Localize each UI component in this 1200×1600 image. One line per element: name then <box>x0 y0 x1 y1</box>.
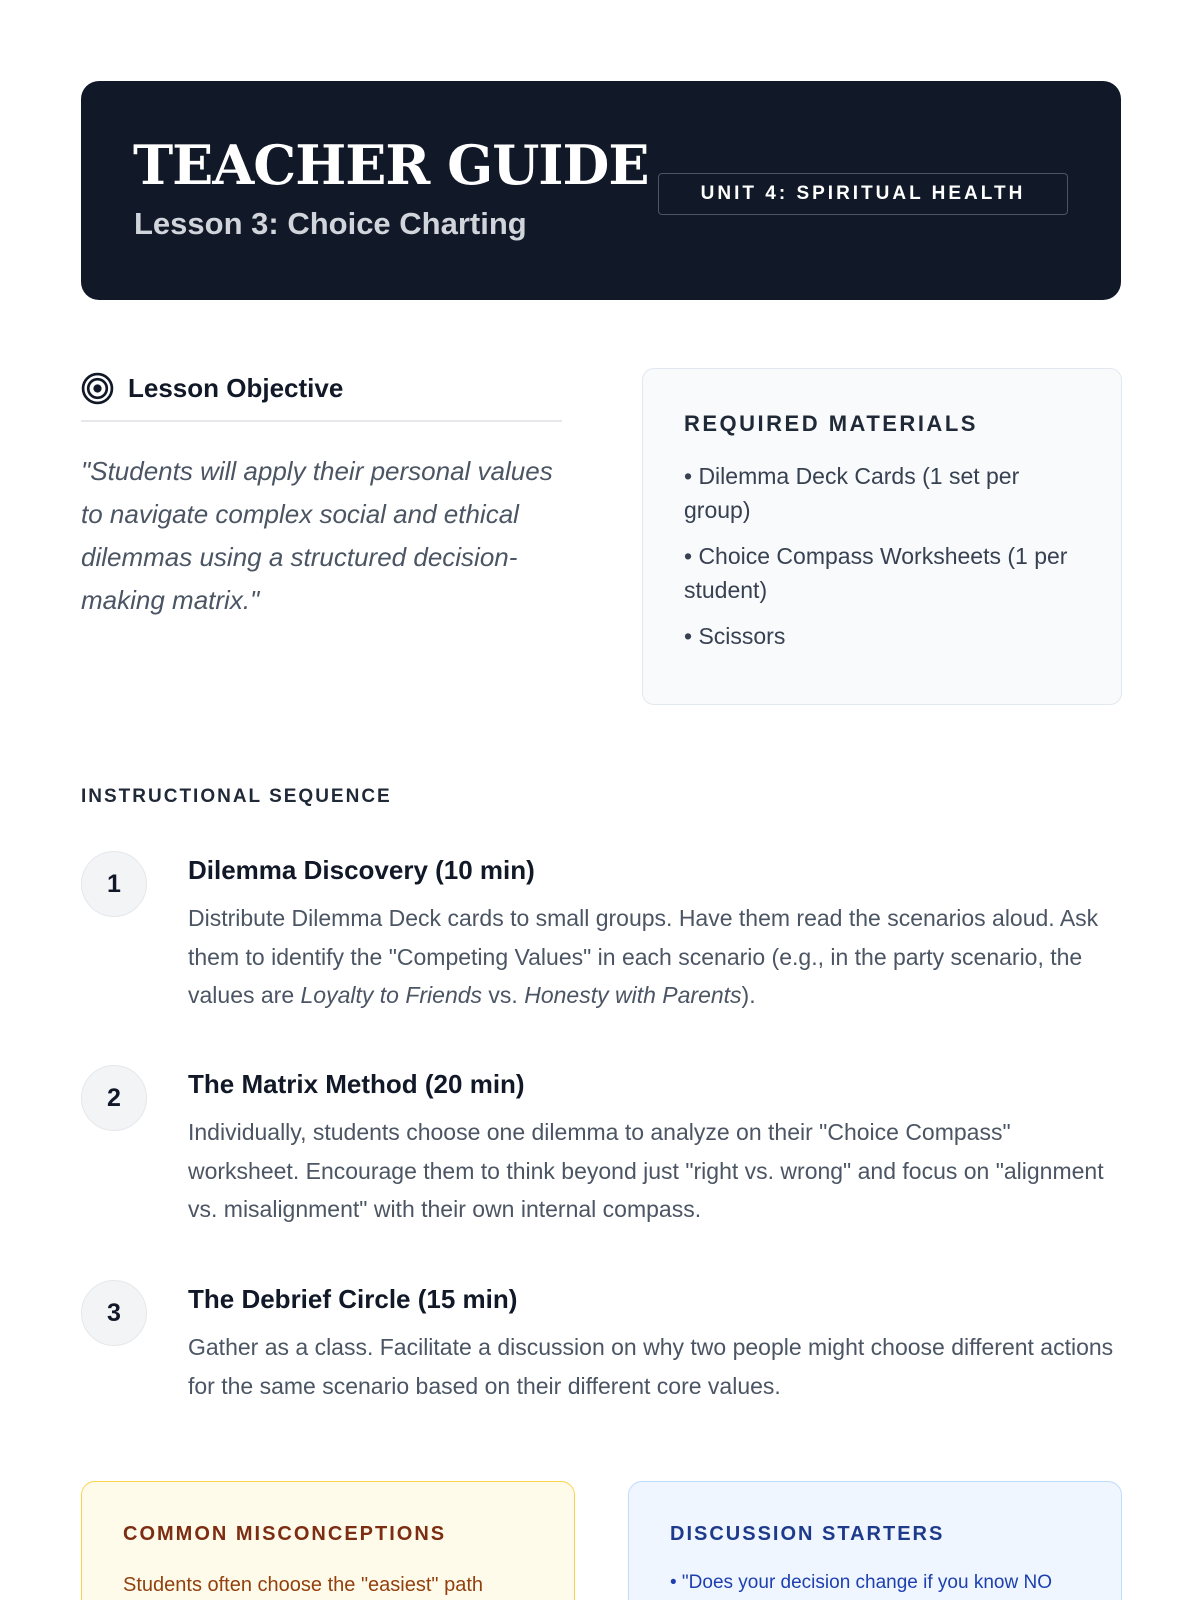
objective-header <box>81 369 562 422</box>
header-banner <box>81 81 1121 300</box>
step-description: Gather as a class. Facilitate a discussion on why two people might choose different actions for the same scenario based on their different core values. <box>188 1334 1114 1399</box>
step-text-emphasis: Loyalty to Friends <box>300 982 483 1008</box>
step-description: Individually, students choose one dilemma to analyze on their "Choice Compass" worksheet. Encourage them to think beyond just "right vs. wrong" and focus on "alignment vs. misalignment" with their own internal compass. <box>188 1119 1104 1222</box>
step-number-badge: 2 <box>81 1065 147 1131</box>
step-text-part: vs. <box>482 982 525 1008</box>
step-description <box>188 899 1128 1015</box>
step-text-emphasis: Honesty with Parents <box>524 982 742 1008</box>
misconceptions-title: COMMON MISCONCEPTIONS <box>123 1523 447 1545</box>
unit-badge: UNIT 4: SPIRITUAL HEALTH <box>658 173 1068 215</box>
materials-item: • Dilemma Deck Cards (1 set per group) <box>684 463 1020 523</box>
page-title: TEACHER GUIDE <box>133 133 649 197</box>
materials-title: REQUIRED MATERIALS <box>684 411 978 436</box>
sequence-label: INSTRUCTIONAL SEQUENCE <box>81 786 392 807</box>
target-icon <box>81 372 114 405</box>
materials-item: • Scissors <box>684 623 786 649</box>
objective-quote: "Students will apply their personal values to navigate complex social and ethical dilemmas using a structured decision-making matrix." <box>81 456 553 615</box>
step-text-part: Distribute Dilemma Deck cards to small groups. Have them read the scenarios aloud. Ask them to identify the "Competing Values" in each scenario (e.g., in the party scenario, the values are <box>188 905 1099 1008</box>
discussion-starters-title: DISCUSSION STARTERS <box>670 1523 945 1545</box>
step-title: Dilemma Discovery (10 min) <box>188 855 535 885</box>
step-number-badge: 3 <box>81 1280 147 1346</box>
discussion-starters-card <box>628 1481 1122 1600</box>
objective-title: Lesson Objective <box>128 373 344 403</box>
materials-item: • Choice Compass Worksheets (1 per student) <box>684 543 1068 603</box>
step-title: The Matrix Method (20 min) <box>188 1069 525 1099</box>
discussion-starter-item: • "Does your decision change if you know NO <box>670 1572 1052 1593</box>
misconceptions-card <box>81 1481 575 1600</box>
step-text-part: ). <box>741 982 756 1008</box>
step-number-badge: 1 <box>81 851 147 917</box>
lesson-subtitle: Lesson 3: Choice Charting <box>134 206 527 241</box>
materials-list <box>684 459 1081 653</box>
materials-card <box>642 368 1122 705</box>
step-title: The Debrief Circle (15 min) <box>188 1284 518 1314</box>
misconceptions-text: Students often choose the "easiest" path <box>123 1574 483 1596</box>
